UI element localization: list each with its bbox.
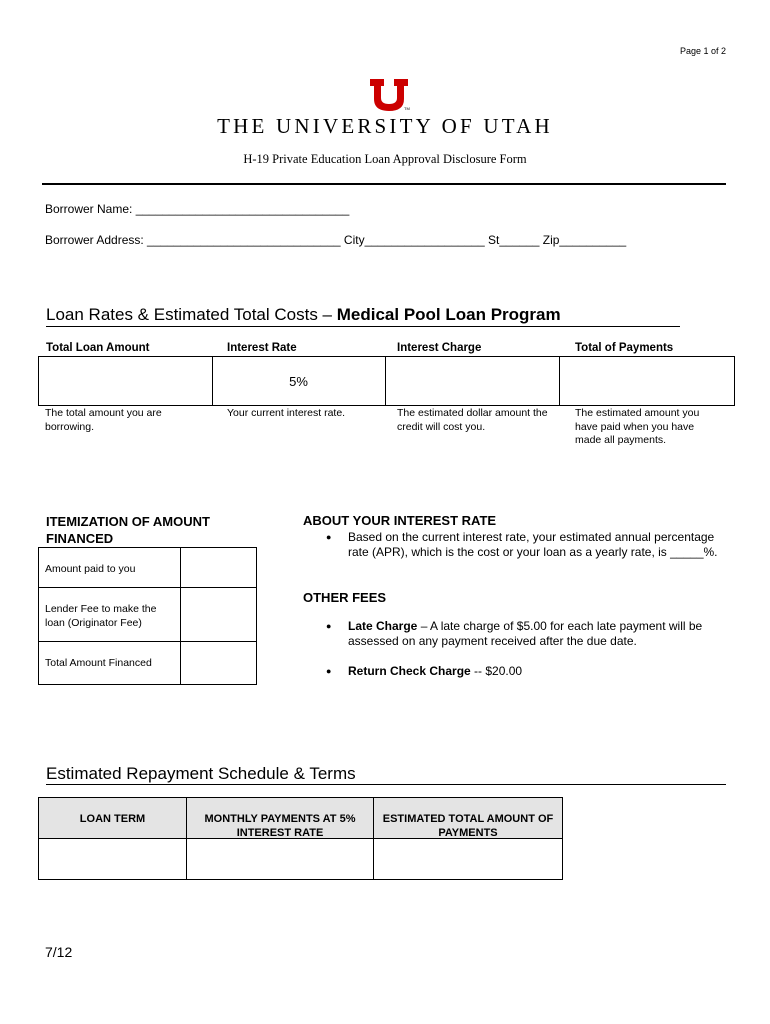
total-loan-amount-cell[interactable] [39, 357, 211, 404]
form-title: H-19 Private Education Loan Approval Disclosure Form [243, 152, 527, 166]
bullet-dot-icon: ● [326, 666, 332, 676]
desc-interest-rate: Your current interest rate. [227, 407, 346, 419]
loan-rates-heading [46, 305, 561, 325]
repayment-heading: Estimated Repayment Schedule & Terms [46, 764, 356, 783]
total-financed-value-cell[interactable] [181, 642, 255, 683]
col-total-of-payments: Total of Payments [575, 342, 674, 354]
col-interest-rate: Interest Rate [227, 342, 297, 354]
col-loan-term: LOAN TERM [79, 813, 146, 825]
col-total-loan-amount: Total Loan Amount [46, 342, 150, 354]
itemization-label-total-financed: Total Amount Financed [45, 657, 152, 669]
monthly-payments-cell[interactable] [187, 839, 373, 878]
desc-total-loan-amount: The total amount you are borrowing. [45, 407, 162, 433]
apr-statement: Based on the current interest rate, your estimated annual percentage rate (APR), which is the cost or your loan as a yearly rate, is _____%. [348, 530, 718, 559]
interest-charge-cell[interactable] [386, 357, 558, 404]
borrower-address-field[interactable]: Borrower Address: _____________________________ City__________________ St______ Zip__________ [45, 233, 627, 247]
late-charge-item [348, 619, 718, 649]
col-estimated-total-payments: ESTIMATED TOTAL AMOUNT OF PAYMENTS [382, 813, 554, 839]
col-interest-charge: Interest Charge [397, 342, 482, 354]
interest-rate-heading: ABOUT YOUR INTEREST RATE [303, 513, 497, 528]
estimated-total-cell[interactable] [374, 839, 561, 878]
bullet-dot-icon: ● [326, 532, 332, 542]
svg-text:TM: TM [404, 106, 410, 111]
interest-rate-value: 5% [289, 374, 308, 389]
desc-total-of-payments: The estimated amount you have paid when you have made all payments. [575, 407, 700, 446]
return-check-item [348, 664, 718, 679]
amount-paid-value-cell[interactable] [181, 548, 255, 587]
loan-rates-heading-prefix: Loan Rates & Estimated Total Costs – [46, 305, 337, 324]
revision-date: 7/12 [45, 944, 73, 960]
university-name: THE UNIVERSITY OF UTAH [217, 114, 553, 138]
page-number: Page 1 of 2 [680, 46, 727, 56]
loan-rates-underline [46, 326, 680, 327]
itemization-heading: ITEMIZATION OF AMOUNT FINANCED [46, 514, 210, 546]
loan-program-name: Medical Pool Loan Program [336, 305, 561, 324]
col-monthly-payments: MONTHLY PAYMENTS AT 5% INTEREST RATE [204, 813, 356, 839]
itemization-label-amount-paid: Amount paid to you [45, 563, 136, 575]
return-check-text: -- $20.00 [470, 664, 523, 678]
late-charge-label: Late Charge [348, 619, 418, 633]
bullet-dot-icon: ● [326, 621, 332, 631]
total-of-payments-cell[interactable] [560, 357, 732, 404]
other-fees-heading: OTHER FEES [303, 590, 387, 605]
desc-interest-charge: The estimated dollar amount the credit will cost you. [397, 407, 548, 433]
borrower-name-field[interactable]: Borrower Name: ________________________________ [45, 202, 350, 216]
loan-term-cell[interactable] [39, 839, 186, 878]
late-charge-text: – A late charge of $5.00 for each late payment will be assessed on any payment received after the due date. [348, 619, 703, 648]
header-divider [42, 183, 726, 185]
return-check-label: Return Check Charge [348, 664, 471, 678]
repayment-underline [46, 784, 726, 785]
block-u-logo-icon [369, 78, 409, 112]
lender-fee-value-cell[interactable] [181, 588, 255, 641]
itemization-label-lender-fee: Lender Fee to make the loan (Originator Fee) [45, 603, 157, 629]
